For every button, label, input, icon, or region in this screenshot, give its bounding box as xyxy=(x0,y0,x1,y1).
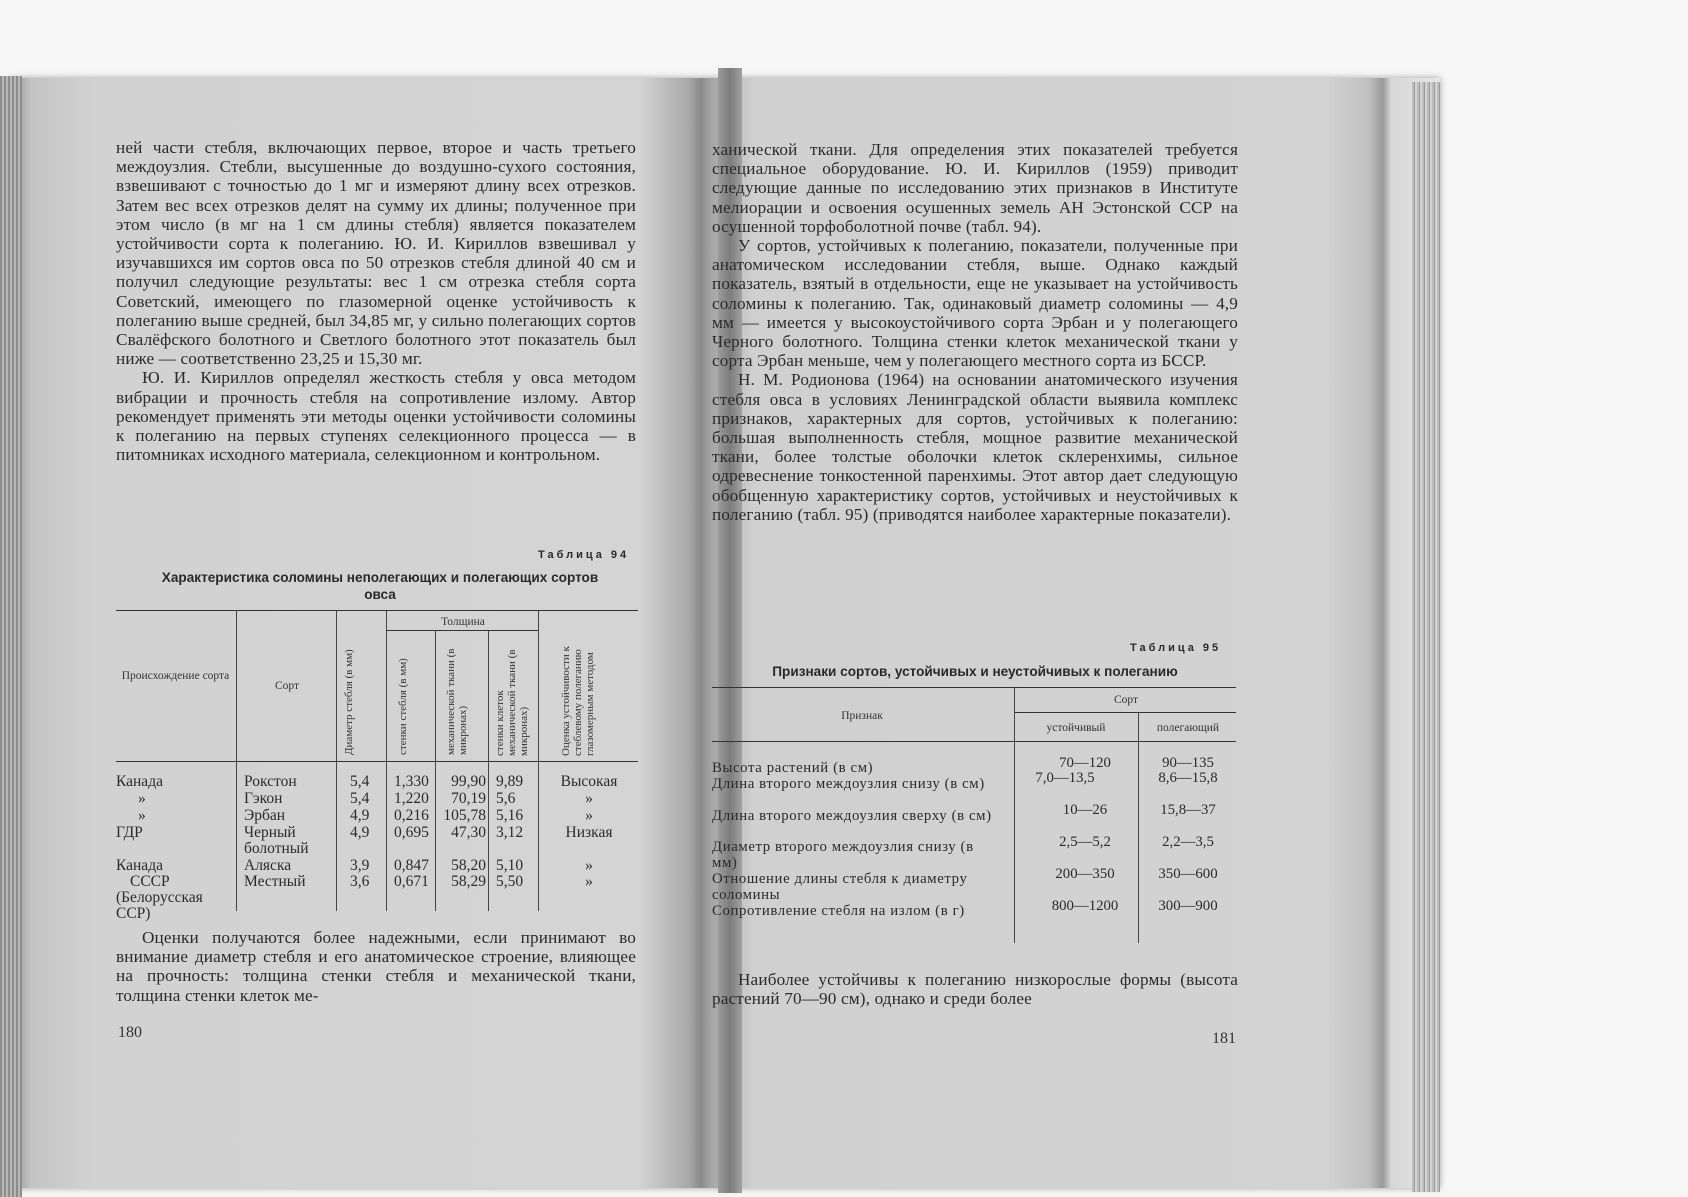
th-feature: Признак xyxy=(841,710,883,722)
right-page-after-table xyxy=(712,970,1238,1008)
row-lodging: 2,2—3,5 xyxy=(1162,834,1214,850)
row-lodging: 300—900 xyxy=(1158,898,1218,914)
left-paragraph-1: ней части стебля, включающих первое, второе и часть третьего междоузлия. Стебли, высушенные до воздушно-сухого состояния, взвешивают с точностью до 1 мг и измеряют длину всех отрезков. Затем вес всех отрезков делят на сумму их длины; полученное при этом число (в мг на 1 см длины стебля) является показателем устойчивости сорта к полеганию. Ю. И. Кириллов взвешивал у изучавшихся им сортов овса по 50 отрезков стебля длиной 40 см и получил следующие результаты: вес 1 см отрезка стебля сорта Советский, имеющего по глазомерной оценке устойчивость к полеганию выше средней, был 34,85 мг, у сильно полегающих сортов Свалёфского болотного и Светлого болотного этот показатель был ниже — соответственно 23,25 и 15,30 мг. xyxy=(116,138,636,369)
left-paragraph-2: Ю. И. Кириллов определял жесткость стебля у овса методом вибрации и прочность стебля на сопротивление излому. Автор рекомендует применять эти методы оценки устойчивости соломины к полеганию на первых ступенях селекционного процесса — в питомниках исходного материала, селекционном и контрольном. xyxy=(116,368,636,465)
cell-rating: » xyxy=(585,857,593,874)
cell-rating: Высокая xyxy=(560,773,618,790)
th-sort: Сорт xyxy=(1113,694,1139,706)
cell-cellwall: 5,16 xyxy=(496,807,524,824)
table-95-title: Признаки сортов, устойчивых и неустойчивых к полеганию xyxy=(772,664,1178,679)
row-stable: 200—350 xyxy=(1055,866,1115,882)
cell-variety: Местный xyxy=(244,873,306,890)
row-feature: Длина второго междоузлия сверху (в см) xyxy=(712,808,992,824)
cell-origin: » xyxy=(138,807,146,824)
th-cellwall: стенки клеток механической ткани (в микронах) xyxy=(494,649,530,756)
row-stable: 2,5—5,2 xyxy=(1059,834,1111,850)
right-page-edges xyxy=(1412,82,1440,1192)
cell-mech: 58,29 xyxy=(451,873,486,890)
cell-rating: » xyxy=(585,873,593,890)
cell-variety: Гэкон xyxy=(244,790,283,807)
th-wall: стенки стебля (в мм) xyxy=(397,658,409,755)
right-paragraph-2: У сортов, устойчивых к полеганию, показатели, полученные при анатомическом исследовании стебля, выше. Однако каждый показатель, взятый в отдельности, еще не указывает на устойчивость соломины к полеганию. Так, одинаковый диаметр соломины — 4,9 мм — имеется у высокоустойчивого сорта Эрбан и у полегающего Черного болотного. Толщина стенки клеток механической ткани у сорта Эрбан меньше, чем у полегающего местного сорта из БССР. xyxy=(712,236,1238,371)
cell-variety: Рокстон xyxy=(244,773,297,790)
cell-mech: 70,19 xyxy=(451,790,486,807)
cell-origin: Канада xyxy=(116,773,163,790)
cell-diameter: 4,9 xyxy=(350,807,370,824)
cell-origin: ГДР xyxy=(116,824,143,841)
th-mech: механической ткани (в микронах) xyxy=(445,648,469,755)
row-lodging: 15,8—37 xyxy=(1160,802,1216,818)
row-stable: 70—120 xyxy=(1059,755,1111,771)
cell-variety: Эрбан xyxy=(244,807,286,824)
th-thickness: Толщина xyxy=(441,616,485,628)
cell-cellwall: 5,50 xyxy=(496,873,524,890)
row-stable: 7,0—13,5 xyxy=(1035,770,1095,786)
right-page-number: 181 xyxy=(1212,1030,1236,1047)
cell-mech: 99,90 xyxy=(451,773,486,790)
cell-cellwall: 5,10 xyxy=(496,857,524,874)
cell-mech: 47,30 xyxy=(451,824,486,841)
cell-cellwall: 3,12 xyxy=(496,824,524,841)
cell-variety: Черный болотный xyxy=(244,824,309,857)
row-feature: Диаметр второго междоузлия снизу (в мм) xyxy=(712,839,974,871)
left-page-body xyxy=(116,138,636,464)
cell-origin: » xyxy=(138,790,146,807)
th-rating: Оценка устойчивости к стеблевому полеганию глазомерным методом xyxy=(560,646,596,756)
th-stable: устойчивый xyxy=(1046,722,1106,734)
table-94-title: Характеристика соломины неполегающих и полегающих сортов овса xyxy=(161,570,599,602)
row-feature: Высота растений (в см) xyxy=(712,760,874,776)
th-diameter: Диаметр стебля (в мм) xyxy=(343,649,355,755)
cell-cellwall: 9,89 xyxy=(496,773,524,790)
cell-diameter: 3,9 xyxy=(350,857,370,874)
cell-mech: 105,78 xyxy=(443,807,486,824)
cell-rating: » xyxy=(585,790,593,807)
row-stable: 10—26 xyxy=(1062,802,1108,818)
cell-wall: 1,220 xyxy=(394,790,429,807)
cell-wall: 0,695 xyxy=(394,824,429,841)
cell-diameter: 3,6 xyxy=(350,873,370,890)
cell-wall: 1,330 xyxy=(394,773,429,790)
th-origin: Происхождение сорта xyxy=(121,670,230,682)
cell-rating: Низкая xyxy=(565,824,613,841)
right-page-body xyxy=(712,140,1238,524)
row-lodging: 90—135 xyxy=(1162,755,1214,771)
left-paragraph-3: Оценки получаются более надежными, если принимают во внимание диаметр стебля и его анатомическое строение, влияющее на прочность: толщина стенки стебля и механической ткани, толщина стенки клеток ме- xyxy=(116,928,636,1005)
cell-origin: СССР (Белорусская ССР) xyxy=(116,873,203,922)
row-feature: Длина второго междоузлия снизу (в см) xyxy=(712,776,985,792)
cell-origin: Канада xyxy=(116,857,163,874)
row-feature: Отношение длины стебля к диаметру соломины xyxy=(712,871,968,903)
cell-diameter: 5,4 xyxy=(350,773,370,790)
cell-wall: 0,216 xyxy=(394,807,429,824)
left-page-after-table xyxy=(116,928,636,1005)
th-variety: Сорт xyxy=(274,680,300,692)
cell-variety: Аляска xyxy=(244,857,292,874)
row-lodging: 8,6—15,8 xyxy=(1158,770,1218,786)
left-page-number: 180 xyxy=(118,1024,142,1041)
th-lodging: полегающий xyxy=(1156,722,1220,734)
row-stable: 800—1200 xyxy=(1051,898,1119,914)
row-feature: Сопротивление стебля на излом (в г) xyxy=(712,903,965,919)
cell-mech: 58,20 xyxy=(451,857,486,874)
cell-cellwall: 5,6 xyxy=(496,790,516,807)
table-95-label: Таблица 95 xyxy=(1130,642,1222,654)
row-lodging: 350—600 xyxy=(1158,866,1218,882)
right-paragraph-1: ханической ткани. Для определения этих показателей требуется специальное оборудование. Ю. И. Кириллов (1959) приводит следующие данные по исследованию этих признаков в Институте мелиорации и освоения осушенных земель АН Эстонской ССР на осушенной торфоболотной почве (табл. 94). xyxy=(712,140,1238,236)
cell-diameter: 5,4 xyxy=(350,790,370,807)
right-paragraph-3: Н. М. Родионова (1964) на основании анатомического изучения стебля овса в условиях Ленинградской области выявила комплекс признаков, характерных для сортов, устойчивых к полеганию: большая выполненность стебля, мощное развитие механической ткани, более толстые оболочки клеток склеренхимы, сильное одревеснение тонкостенной паренхимы. Этот автор дает следующую обобщенную характеристику сортов, устойчивых и неустойчивых к полеганию (табл. 95) (приводятся наиболее характерные показатели). xyxy=(712,370,1238,524)
cell-wall: 0,847 xyxy=(394,857,429,874)
table-94-label: Таблица 94 xyxy=(538,549,630,561)
right-paragraph-4: Наиболее устойчивы к полеганию низкорослые формы (высота растений 70—90 см), однако и среди более xyxy=(712,970,1238,1009)
cell-rating: » xyxy=(585,807,593,824)
cell-wall: 0,671 xyxy=(394,873,429,890)
left-page-edges xyxy=(0,76,22,1197)
cell-diameter: 4,9 xyxy=(350,824,370,841)
